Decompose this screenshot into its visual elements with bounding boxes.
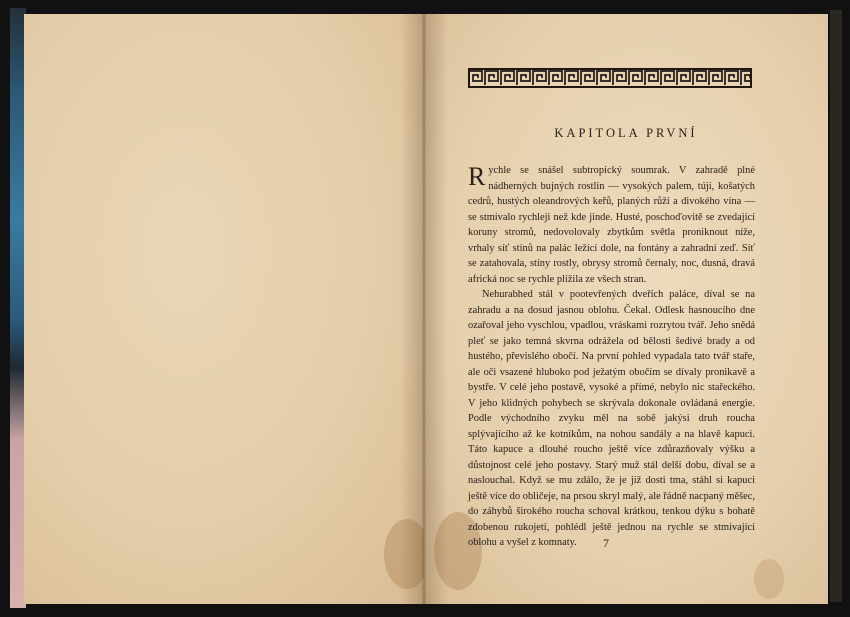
left-page <box>24 14 426 604</box>
chapter-body <box>468 163 755 551</box>
paragraph-1 <box>468 163 755 287</box>
paragraph-2: Nehurabhed stál v pootevřených dveřích paláce, díval se na zahradu a na dosud jasnou oblohu. Čekal. Odlesk hasnoucího dne ozařoval jeho vyschlou, vpadlou, vráskami rozrytou tvář. Jeho snědá pleť se jako temná skvrna odrážela od bělosti šedivé brady a od hustého, převislého obočí. Na první pohled vypadala tato tvář staře, ale oči vsazené hluboko pod ježatým obočím se dívaly pronikavě a bystře. V celé jeho postavě, vysoké a přímé, nebylo nic stařeckého. V jeho klidných pohybech se skrývala dokonale ovládaná energie. Podle východního zvyku měl na sobě jakýsi druh roucha splývajícího až ke kotníkům, na nohou sandály a na hlavě kapuci. Táto kapuce a dlouhé roucho ještě více zdůrazňovaly výšku a důstojnost celé jeho postavy. Starý muž stál delší dobu, díval se a naslouchal. Když se mu zdálo, že je již dosti tma, stáhl si kapuci ještě více do obličeje, na prsou skryl malý, ale řádně nacpaný měšec, do záhybů širokého roucha schoval krátkou, tenkou dýku s bohatě zdobenou rukojetí, pohlédl ještě jednou na rychle se stmívající oblohu a vyšel z komnaty. <box>468 289 755 548</box>
page-number: 7 <box>603 536 609 550</box>
book-gutter <box>400 14 448 604</box>
book-cover-edge-right <box>830 10 842 602</box>
paragraph-1-text: ychle se snášel subtropický soumrak. V zahradě plné nádherných bujných rostlin — vysokých palem, tújí, košatých cedrů, hustých oleandrových keřů, planých růží a divokého vína — se stmívalo rychleji než kde jinde. Husté, poschoďovitě se zvedající koruny stromů, nedovolovaly zbytkům světla proniknout níže, vrhaly síť stínů na palác ležící dole, na fontány a zahradní zeď. Síť se zatahovala, stíny rostly, obrysy stromů černaly, noc, dusná, dravá africká noc se rychle plížila ze všech stran. <box>468 165 755 285</box>
drop-cap: R <box>468 162 486 191</box>
water-stain <box>754 559 784 599</box>
greek-key-ornament <box>468 68 752 88</box>
chapter-title: KAPITOLA PRVNÍ <box>554 126 698 140</box>
